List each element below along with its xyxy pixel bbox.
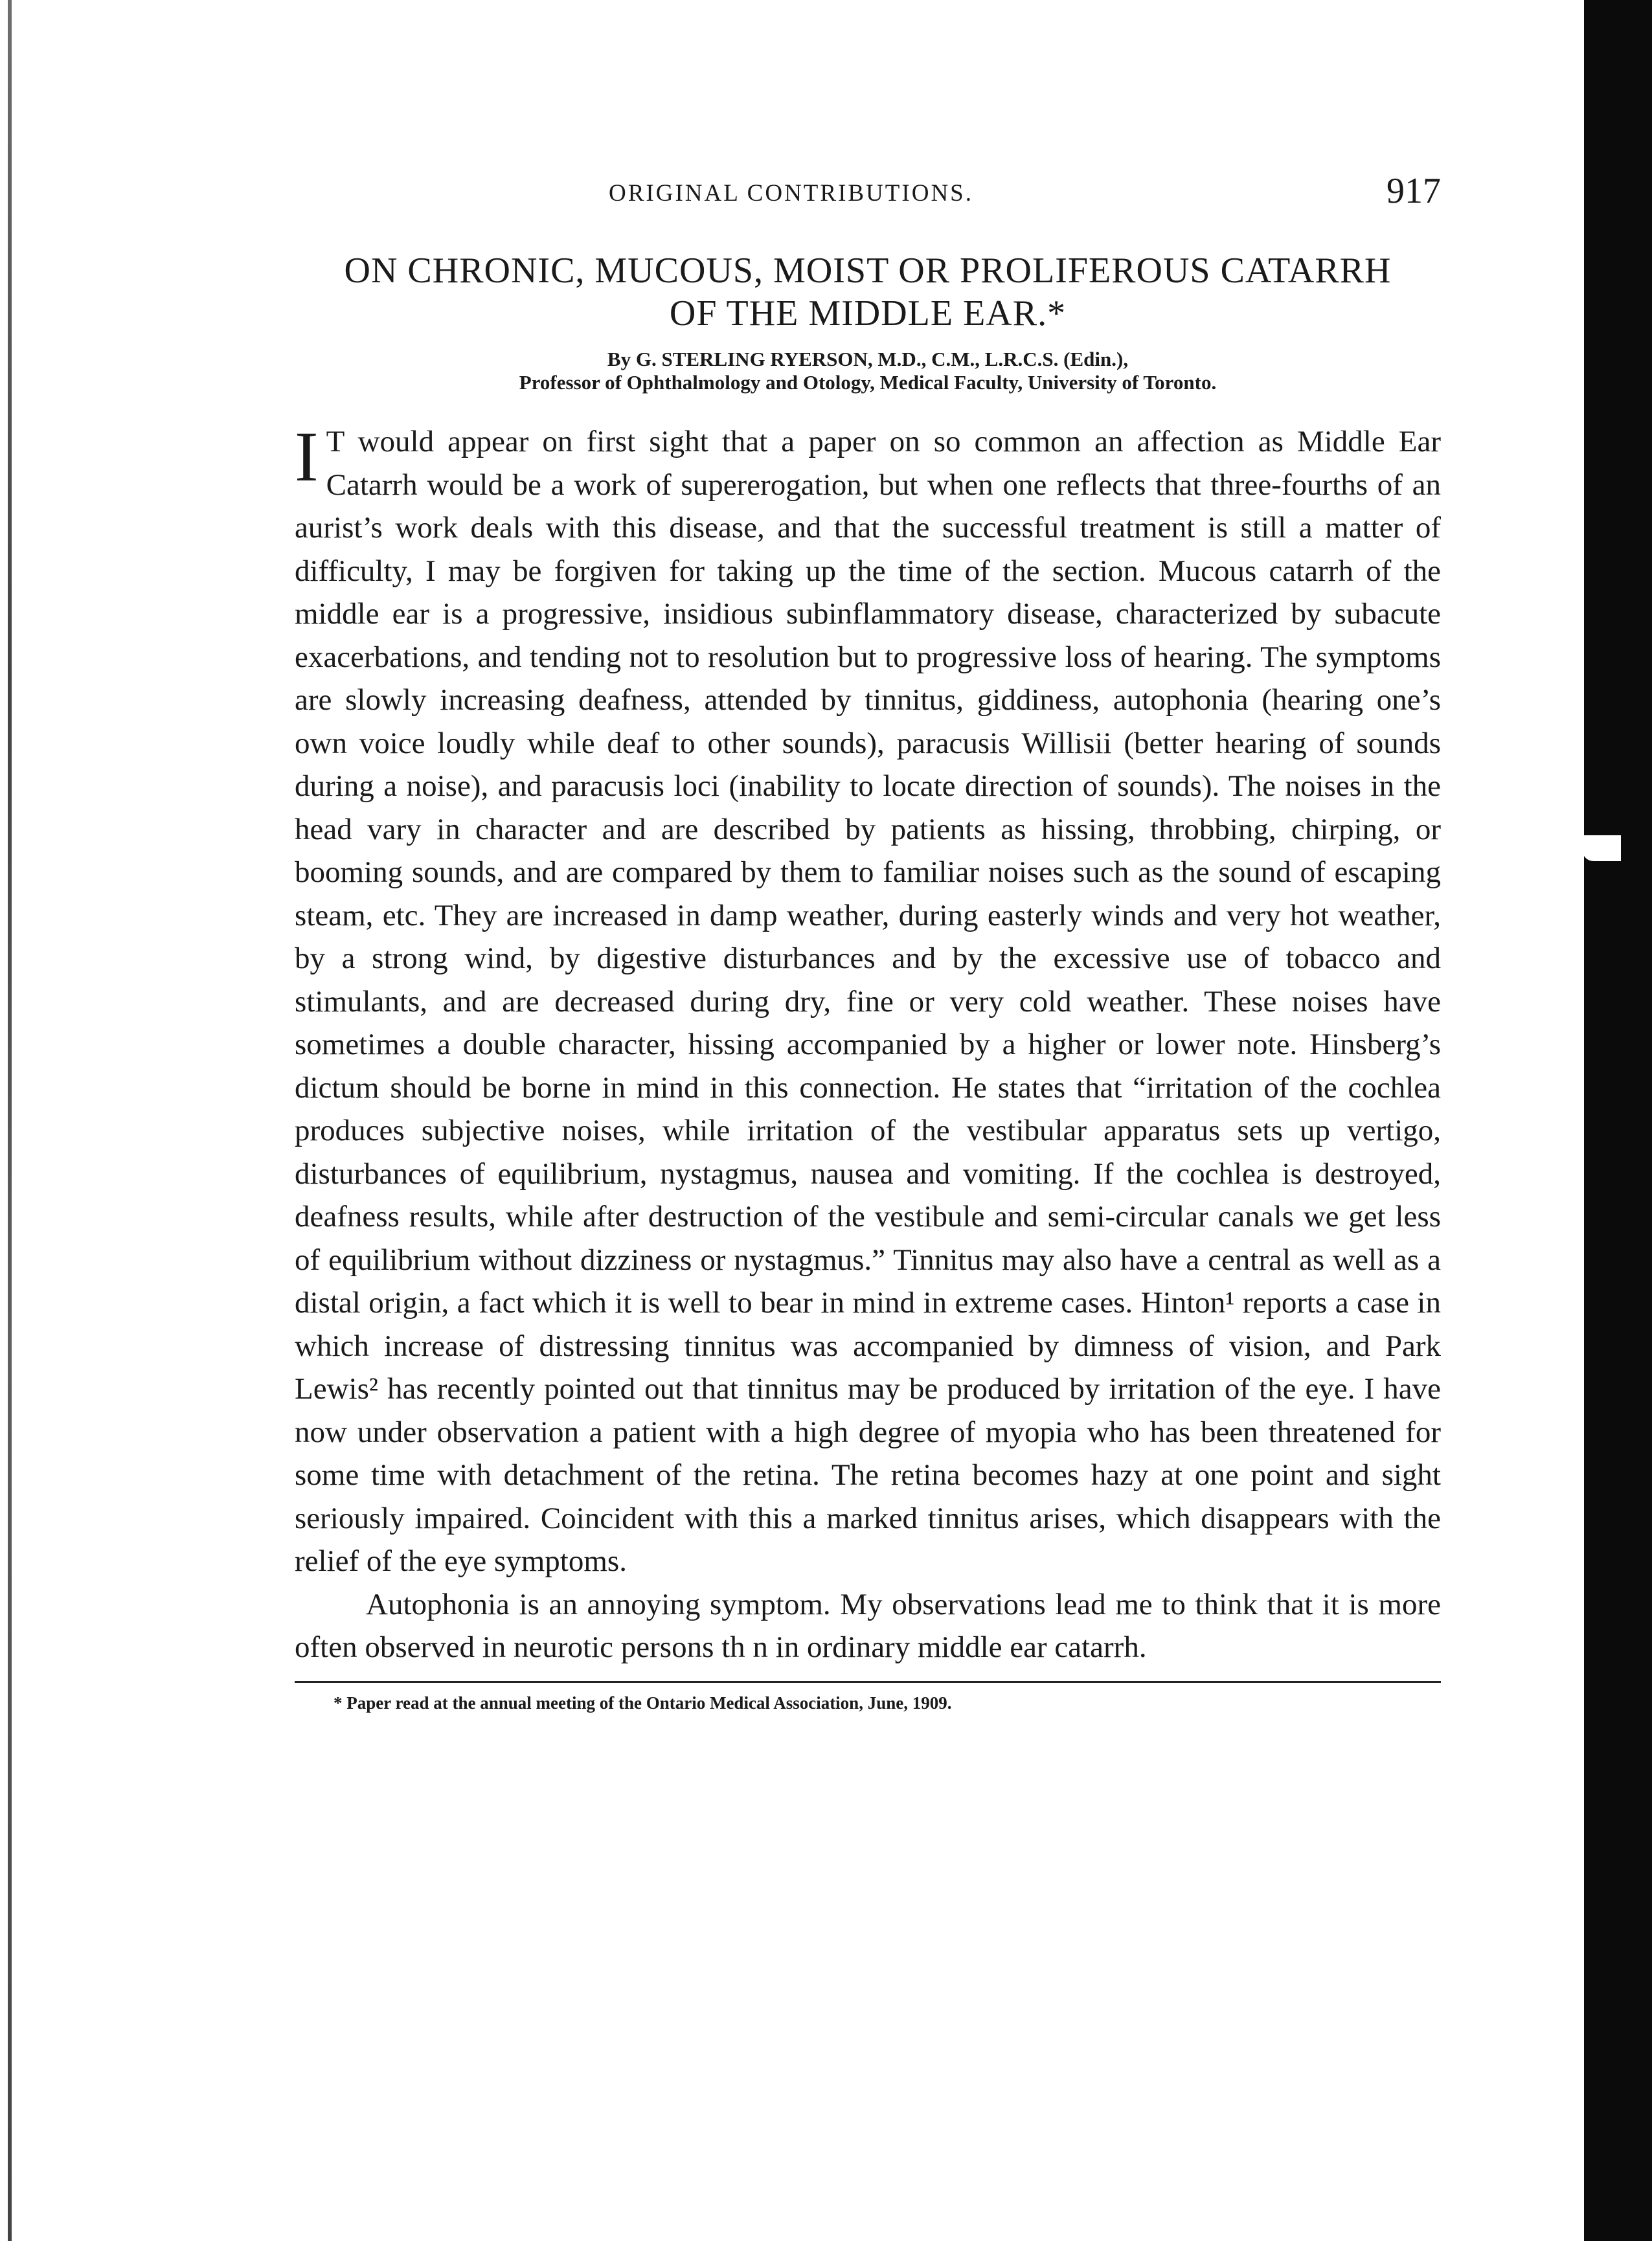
running-head-title: ORIGINAL CONTRIBUTIONS. [609,180,973,207]
footnote: * Paper read at the annual meeting of the Ontario Medical Association, June, 1909. [334,1693,952,1713]
paragraph-1 [295,417,1441,1583]
scan-right-edge [1584,0,1652,2241]
scan-right-notch [1582,835,1621,861]
scan-left-edge [8,0,12,2241]
paragraph-1-text: T would appear on first sight that a paper on so common an affection as Middle Ear Catarrh would be a work of supererogation, but when one reflects that three-fourths of an aurist’s work deals with this disease, and that the successful treatment is still a matter of difficulty, I may be forgiven for taking up the time of the section. Mucous catarrh of the middle ear is a progressive, insidious subinflammatory disease, characterized by subacute exacerbations, and tending not to resolution but to progressive loss of hearing. The symptoms are slowly increasing deafness, attended by tinnitus, giddiness, autophonia (hearing one’s own voice loudly while deaf to other sounds), paracusis Willisii (better hearing of sounds during a noise), and paracusis loci (inability to locate direction of sounds). The noises in the head vary in character and are described by patients as hissing, throbbing, chirping, or booming sounds, and are compared by them to familiar noises such as the sound of escaping steam, etc. They are increased in damp weather, during easterly winds and very hot weather, by a strong wind, by digestive disturbances and by the excessive use of tobacco and stimulants, and are decreased during dry, fine or very cold weather. These noises have sometimes a double character, hissing accompanied by a higher or lower note. Hinsberg’s dictum should be borne in mind in this connection. He states that “irritation of the cochlea produces subjective noises, while irritation of the vestibular apparatus sets up vertigo, disturbances of equilibrium, nystagmus, nausea and vomiting. If the cochlea is destroyed, deafness results, while after destruction of the vestibule and semi-circular canals we get less of equilibrium without dizziness or nystagmus.” Tinnitus may also have a central as well as a distal origin, a fact which it is well to bear in mind in extreme cases. Hinton¹ reports a case in which increase of distressing tinnitus was accompanied by dimness of vision, and Park Lewis² has recently pointed out that tinnitus may be produced by irritation of the eye. I have now under observation a patient with a high degree of myopia who has been threatened for some time with detachment of the retina. The retina becomes hazy at one point and sight seriously impaired. Coincident with this a marked tinnitus arises, which disappears with the relief of the eye symptoms. [295,425,1441,1578]
byline [295,348,1441,394]
article-title [295,249,1441,335]
paragraph-2: Autophonia is an annoying symptom. My observations lead me to think that it is more often observed in neurotic persons th n in ordinary middle ear catarrh. [295,1587,1441,1664]
drop-cap: I [295,417,319,496]
footnote-rule [295,1681,1441,1683]
article-body [295,417,1441,1669]
article-title-line-2: OF THE MIDDLE EAR.* [669,293,1067,333]
running-head [295,159,1441,217]
page-number: 917 [1386,171,1441,211]
author-affiliation: Professor of Ophthalmology and Otology, Medical Faculty, University of Toronto. [519,371,1217,394]
author-line: By G. STERLING RYERSON, M.D., C.M., L.R.C.S. (Edin.), [607,348,1129,370]
article-title-line-1: ON CHRONIC, MUCOUS, MOIST OR PROLIFEROUS CATARRH [344,251,1392,291]
document-page [295,159,1441,1713]
